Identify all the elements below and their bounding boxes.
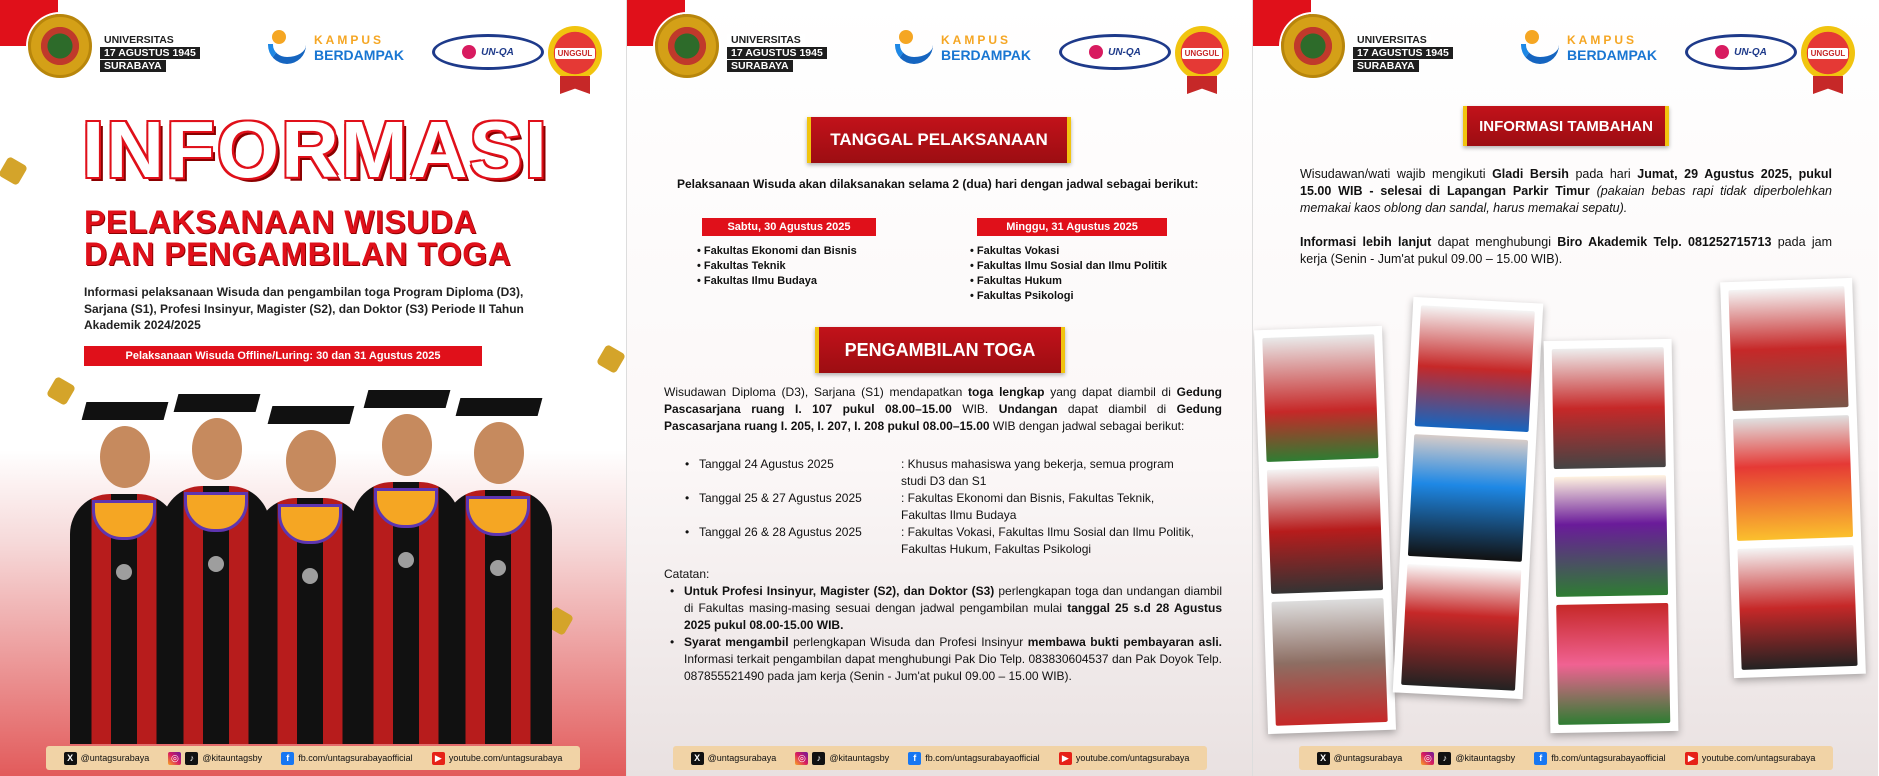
event-photo (1271, 598, 1387, 726)
list-item: • Fakultas Ekonomi dan Bisnis (697, 244, 857, 259)
kampus-berdampak-icon (268, 28, 308, 68)
x-link[interactable]: X @untagsurabaya (691, 752, 777, 765)
toga-paragraph: Wisudawan Diploma (D3), Sarjana (S1) mendapatkan toga lengkap yang dapat diambil di Gedung Pascasarjana ruang I. 107 pukul 08.00–15.00 WIB. Undangan dapat diambil di Gedung Pascasarjana ruang I. 205, I. 207, I. 208 pukul 08.00–15.00 WIB dengan jadwal sebagai berikut: (664, 385, 1222, 433)
intro-text: Informasi pelaksanaan Wisuda dan pengambilan toga Program Diploma (D3), Sarjana (S1), Profesi Insinyur, Magister (S2), dan Doktor (S3) Periode II Tahun Akademik 2024/2025 (84, 285, 524, 332)
x-link[interactable]: X @untagsurabaya (1317, 752, 1403, 765)
university-name (727, 34, 827, 73)
unggul-badge (548, 26, 602, 80)
uni-line2: 17 AGUSTUS 1945 (727, 47, 827, 59)
uni-line2: 17 AGUSTUS 1945 (100, 47, 200, 59)
youtube-link[interactable]: ▶ youtube.com/untagsurabaya (432, 752, 563, 765)
instagram-icon: ◎ (795, 752, 808, 765)
info-lanjut-text: Informasi lebih lanjut dapat menghubungi Biro Akademik Telp. 081252715713 pada jam kerja (Senin - Jum'at pukul 09.00 – 15.00 WIB). (1300, 235, 1832, 266)
gold-confetti (0, 156, 28, 186)
unggul-label: UNGGUL (1182, 48, 1223, 59)
toga-schedule (681, 456, 1201, 558)
event-photo (1733, 415, 1853, 540)
youtube-link[interactable]: ▶ youtube.com/untagsurabaya (1685, 752, 1816, 765)
social-footer (46, 746, 580, 770)
unggul-label: UNGGUL (555, 48, 596, 59)
photo-strip (1254, 326, 1396, 734)
facebook-icon: f (908, 752, 921, 765)
day2-label: Minggu, 31 Agustus 2025 (977, 218, 1167, 236)
graduate-figure (444, 490, 552, 744)
x-icon: X (691, 752, 704, 765)
list-item: • Fakultas Ilmu Sosial dan Ilmu Politik (970, 259, 1167, 274)
asean-unqa-logo (432, 34, 544, 70)
graduate-figure (256, 498, 364, 744)
event-photo (1556, 603, 1670, 725)
x-icon: X (64, 752, 77, 765)
subtitle-line1: PELAKSANAAN WISUDA (84, 204, 477, 240)
day2-list (970, 244, 1167, 304)
pengambilan-toga-heading: PENGAMBILAN TOGA (815, 327, 1065, 373)
university-name (100, 34, 200, 73)
gold-confetti (596, 344, 626, 374)
youtube-link[interactable]: ▶ youtube.com/untagsurabaya (1059, 752, 1190, 765)
facebook-icon: f (281, 752, 294, 765)
unggul-label: UNGGUL (1808, 48, 1849, 59)
uni-line3: SURABAYA (100, 60, 166, 72)
kb-top: KAMPUS (1567, 33, 1638, 47)
kb-top: KAMPUS (314, 33, 385, 47)
social-footer (1299, 746, 1833, 770)
list-item: • Fakultas Vokasi (970, 244, 1167, 259)
uni-line1: UNIVERSITAS (100, 34, 178, 46)
catatan-label: Catatan: (664, 567, 710, 581)
photo-strip (1393, 297, 1544, 699)
kb-bottom: BERDAMPAK (314, 47, 404, 63)
event-photo (1554, 475, 1668, 597)
university-logo (1281, 14, 1345, 78)
main-title: INFORMASI (82, 105, 549, 194)
schedule-row: • Tanggal 25 & 27 Agustus 2025 : Fakultas Ekonomi dan Bisnis, Fakultas Teknik, Fakultas Ilmu Budaya (681, 490, 1201, 524)
youtube-icon: ▶ (1059, 752, 1072, 765)
uni-line3: SURABAYA (1353, 60, 1419, 72)
schedule-row: • Tanggal 26 & 28 Agustus 2025 : Fakultas Vokasi, Fakultas Ilmu Sosial dan Ilmu Politik, Fakultas Hukum, Fakultas Psikologi (681, 524, 1201, 558)
kampus-berdampak-icon (1521, 28, 1561, 68)
event-photo (1262, 334, 1378, 462)
uni-line1: UNIVERSITAS (1353, 34, 1431, 46)
event-photo (1401, 564, 1521, 691)
facebook-link[interactable]: f fb.com/untagsurabayaofficial (1534, 752, 1665, 765)
main-subtitle (84, 206, 511, 270)
asean-label: UN-QA (1734, 46, 1767, 58)
university-logo (655, 14, 719, 78)
event-photo (1415, 305, 1535, 432)
instagram-tiktok-link[interactable]: ◎ ♪ @kitauntagsby (795, 752, 889, 765)
kampus-berdampak-icon (895, 28, 935, 68)
note-item: • Untuk Profesi Insinyur, Magister (S2), dan Doktor (S3) perlengkapan toga dan undangan diambil di Fakultas masing-masing sesuai dengan jadwal pengambilan mulai tanggal 25 s.d 28 Agustus 2025 pukul 08.00-15.00 WIB. (684, 583, 1222, 634)
photo-strip (1720, 278, 1866, 678)
note-item: • Syarat mengambil perlengkapan Wisuda dan Profesi Insinyur membawa bukti pembayaran asli. Informasi terkait pengambilan dapat menghubungi Pak Dio Telp. 083830604537 dan Pak Doyok Telp. 087855521490 pada jam kerja (Senin - Jum'at pukul 09.00 – 15.00 WIB). (684, 634, 1222, 685)
list-item: • Fakultas Ilmu Budaya (697, 274, 857, 289)
asean-label: UN-QA (481, 46, 514, 58)
list-item: • Fakultas Psikologi (970, 289, 1167, 304)
list-item: • Fakultas Hukum (970, 274, 1167, 289)
facebook-link[interactable]: f fb.com/untagsurabayaofficial (908, 752, 1039, 765)
event-photo (1408, 434, 1528, 561)
list-item: • Fakultas Teknik (697, 259, 857, 274)
panel-informasi (0, 0, 626, 776)
instagram-icon: ◎ (1421, 752, 1434, 765)
photo-strip (1544, 339, 1679, 733)
facebook-icon: f (1534, 752, 1547, 765)
kampus-berdampak-logo (895, 28, 1031, 68)
schedule-row: • Tanggal 24 Agustus 2025 : Khusus mahasiswa yang bekerja, semua program studi D3 dan S1 (681, 456, 1201, 490)
unggul-badge (1175, 26, 1229, 80)
pelaksanaan-text: Pelaksanaan Wisuda akan dilaksanakan selama 2 (dua) hari dengan jadwal sebagai berikut: (677, 177, 1199, 191)
social-footer (673, 746, 1207, 770)
instagram-tiktok-link[interactable]: ◎ ♪ @kitauntagsby (168, 752, 262, 765)
university-logo (28, 14, 92, 78)
asean-unqa-logo (1685, 34, 1797, 70)
unggul-badge (1801, 26, 1855, 80)
instagram-icon: ◎ (168, 752, 181, 765)
event-photo (1552, 347, 1666, 469)
kampus-berdampak-logo (268, 28, 404, 68)
panel-informasi-tambahan (1252, 0, 1878, 776)
university-name (1353, 34, 1453, 73)
unggul-ribbon (1187, 76, 1217, 94)
catatan-notes (664, 566, 1222, 685)
asean-label: UN-QA (1108, 46, 1141, 58)
kb-top: KAMPUS (941, 33, 1012, 47)
event-photo (1267, 466, 1383, 594)
graduate-figure (162, 486, 270, 744)
kb-bottom: BERDAMPAK (941, 47, 1031, 63)
kampus-berdampak-logo (1521, 28, 1657, 68)
event-photo (1728, 286, 1848, 411)
uni-line1: UNIVERSITAS (727, 34, 805, 46)
tanggal-pelaksanaan-heading: TANGGAL PELAKSANAAN (807, 117, 1071, 163)
asean-unqa-logo (1059, 34, 1171, 70)
unggul-ribbon (560, 76, 590, 94)
x-link[interactable]: X @untagsurabaya (64, 752, 150, 765)
event-photo (1737, 545, 1857, 670)
kb-bottom: BERDAMPAK (1567, 47, 1657, 63)
instagram-tiktok-link[interactable]: ◎ ♪ @kitauntagsby (1421, 752, 1515, 765)
graduates-photo (60, 400, 580, 744)
informasi-tambahan-heading: INFORMASI TAMBAHAN (1463, 106, 1669, 146)
tiktok-icon: ♪ (1438, 752, 1451, 765)
unggul-ribbon (1813, 76, 1843, 94)
youtube-icon: ▶ (432, 752, 445, 765)
tiktok-icon: ♪ (812, 752, 825, 765)
uni-line2: 17 AGUSTUS 1945 (1353, 47, 1453, 59)
facebook-link[interactable]: f fb.com/untagsurabayaofficial (281, 752, 412, 765)
subtitle-line2: DAN PENGAMBILAN TOGA (84, 236, 512, 272)
day1-label: Sabtu, 30 Agustus 2025 (702, 218, 876, 236)
offline-date-banner: Pelaksanaan Wisuda Offline/Luring: 30 dan 31 Agustus 2025 (84, 346, 482, 366)
tiktok-icon: ♪ (185, 752, 198, 765)
youtube-icon: ▶ (1685, 752, 1698, 765)
panel-tanggal-toga (626, 0, 1252, 776)
day1-list (697, 244, 857, 289)
gladi-bersih-text: Wisudawan/wati wajib mengikuti Gladi Bersih pada hari Jumat, 29 Agustus 2025, pukul 15.00 WIB - selesai di Lapangan Parkir Timur (pakaian bebas rapi tidak diperbolehkan memakai kaos oblong dan sandal, harus memakai sepatu). (1300, 167, 1832, 215)
x-icon: X (1317, 752, 1330, 765)
uni-line3: SURABAYA (727, 60, 793, 72)
